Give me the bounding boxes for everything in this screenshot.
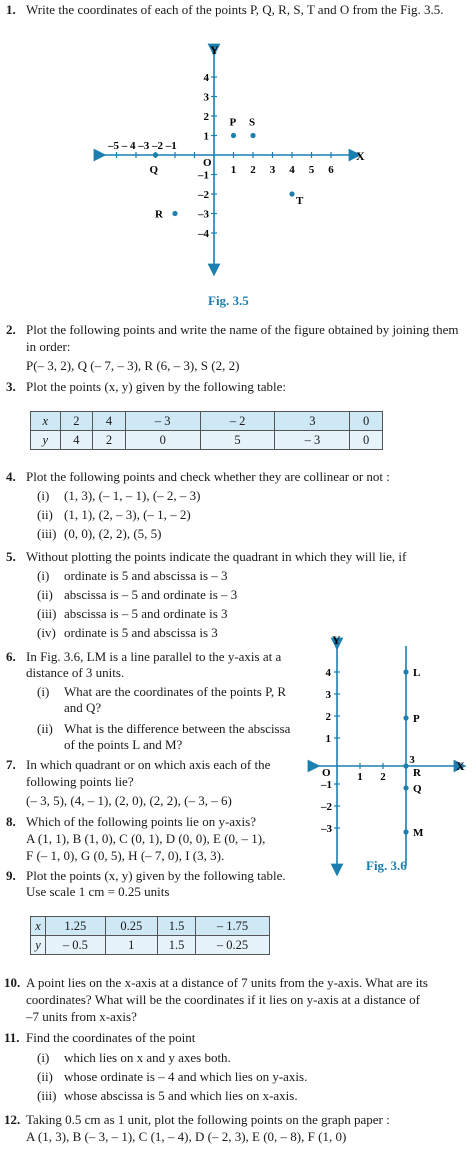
q11-item-num: (i) bbox=[37, 1050, 50, 1065]
x-tick-label: 3 bbox=[269, 164, 276, 176]
x-tick-label: 1 bbox=[230, 164, 237, 176]
point-l bbox=[403, 669, 408, 674]
point-s bbox=[250, 133, 255, 138]
q12-line1: Taking 0.5 cm as 1 unit, plot the following points on the graph paper : bbox=[26, 1112, 390, 1127]
point-t bbox=[289, 191, 294, 196]
q3-table-row-x-cell: – 2 bbox=[200, 412, 275, 431]
q7-line1: In which quadrant or on which axis each of the bbox=[26, 757, 271, 772]
q9-table-row-y-cell: 1.5 bbox=[158, 936, 196, 955]
y-axis-label: Y bbox=[210, 43, 219, 57]
q9-table-row-x-cell: 1.5 bbox=[158, 917, 196, 936]
q10-line2: coordinates? What will be the coordinates if it lies on y-axis at a distance of bbox=[26, 992, 420, 1007]
fig-3-6 bbox=[300, 630, 472, 880]
q9-table-row-x bbox=[31, 917, 270, 936]
q9-line1: Plot the points (x, y) given by the following table. bbox=[26, 868, 286, 883]
q9-table-row-y-cell: – 0.25 bbox=[196, 936, 270, 955]
fig-3-6-caption: Fig. 3.6 bbox=[366, 858, 407, 873]
q6-item-2-line2: of the points L and M? bbox=[64, 737, 183, 752]
q6-line2: distance of 3 units. bbox=[26, 665, 125, 680]
q8-line2: A (1, 1), B (1, 0), C (0, 1), D (0, 0), E (0, – 1), bbox=[26, 831, 266, 846]
point-label-r: R bbox=[155, 208, 163, 221]
y-tick-label: –3 bbox=[198, 208, 209, 221]
q9-table bbox=[30, 916, 270, 955]
q2-number: 2. bbox=[6, 322, 16, 337]
x-tick-label: 5 bbox=[308, 164, 315, 176]
q5-number: 5. bbox=[6, 549, 16, 564]
q6-item-1-num: (i) bbox=[37, 684, 50, 699]
q10-line1: A point lies on the x-axis at a distance of 7 units from the y-axis. What are its bbox=[26, 975, 428, 990]
q3-table-row-x-cell: 3 bbox=[275, 412, 350, 431]
q4-text: Plot the following points and check whether they are collinear or not : bbox=[26, 469, 390, 484]
point-label-p: P bbox=[413, 713, 420, 725]
q5-text: Without plotting the points indicate the quadrant in which they will lie, if bbox=[26, 549, 407, 564]
q11-item-num: (iii) bbox=[37, 1088, 57, 1103]
q3-number: 3. bbox=[6, 379, 16, 394]
y-tick-label: 3 bbox=[325, 689, 331, 701]
q3-table-row-x-cell: x bbox=[31, 412, 61, 431]
q9-table-row-y-cell: – 0.5 bbox=[46, 936, 106, 955]
q5-item-text: abscissa is – 5 and ordinate is 3 bbox=[64, 606, 228, 621]
fig-3-5 bbox=[80, 40, 380, 280]
q6-number: 6. bbox=[6, 649, 16, 664]
y-tick-label: –2 bbox=[198, 189, 209, 201]
q5-item-text: abscissa is – 5 and ordinate is – 3 bbox=[64, 587, 238, 602]
q9-table-row-y-cell: y bbox=[31, 936, 46, 955]
origin-label: O bbox=[203, 157, 212, 169]
point-p bbox=[403, 715, 408, 720]
q3-table-row-y-cell: – 3 bbox=[275, 431, 350, 450]
q4-item-num: (ii) bbox=[37, 507, 53, 522]
y-tick-label: 4 bbox=[325, 667, 331, 679]
q9-line2: Use scale 1 cm = 0.25 units bbox=[26, 884, 170, 899]
y-tick-label: –1 bbox=[321, 779, 332, 791]
q3-table-row-x bbox=[31, 412, 383, 431]
q9-table-row-x-cell: 0.25 bbox=[105, 917, 157, 936]
q9-table-row-x-cell: 1.25 bbox=[46, 917, 106, 936]
q7-line3: (– 3, 5), (4, – 1), (2, 0), (2, 2), (– 3, – 6) bbox=[26, 793, 232, 808]
q5-item-num: (i) bbox=[37, 568, 50, 583]
q8-number: 8. bbox=[6, 814, 16, 829]
q3-table-row-y-cell: 5 bbox=[200, 431, 275, 450]
point-r bbox=[403, 763, 408, 768]
q4-number: 4. bbox=[6, 469, 16, 484]
origin-label: O bbox=[322, 767, 331, 779]
y-tick-label: –3 bbox=[321, 823, 332, 835]
point-label-l: L bbox=[413, 667, 421, 679]
q7-line2: following points lie? bbox=[26, 774, 134, 789]
q11-text: Find the coordinates of the point bbox=[26, 1030, 196, 1045]
q2-line1: Plot the following points and write the name of the figure obtained by joining them bbox=[26, 322, 459, 337]
x-axis-label: X bbox=[356, 149, 365, 163]
q4-item-text: (1, 3), (– 1, – 1), (– 2, – 3) bbox=[64, 488, 201, 503]
q4-item-num: (i) bbox=[37, 488, 50, 503]
x-tick-label: 2 bbox=[380, 771, 386, 783]
q11-item-text: which lies on x and y axes both. bbox=[64, 1050, 231, 1065]
y-tick-label: 1 bbox=[325, 733, 331, 745]
y-tick-label: 2 bbox=[325, 711, 331, 723]
q5-item-num: (iii) bbox=[37, 606, 57, 621]
point-r bbox=[172, 211, 177, 216]
y-tick-label: 3 bbox=[203, 91, 209, 104]
q11-item-num: (ii) bbox=[37, 1069, 53, 1084]
x-neg-ticks: –5 – 4 –3 –2 –1 bbox=[108, 140, 177, 152]
q3-table-row-x-cell: 2 bbox=[60, 412, 93, 431]
point-label-m: M bbox=[413, 827, 424, 839]
q11-number: 11. bbox=[4, 1030, 20, 1045]
x-tick-label: 3 bbox=[409, 754, 415, 766]
q2-line2: in order: bbox=[26, 339, 71, 354]
q3-table-row-x-cell: 4 bbox=[93, 412, 126, 431]
q6-item-1-line1: What are the coordinates of the points P, R bbox=[64, 684, 287, 699]
q1-text: Write the coordinates of each of the points P, Q, R, S, T and O from the Fig. 3.5. bbox=[26, 2, 444, 17]
q11-item-text: whose abscissa is 5 and which lies on x-axis. bbox=[64, 1088, 298, 1103]
y-tick-label: 1 bbox=[203, 130, 209, 143]
y-axis-label: Y bbox=[332, 633, 341, 647]
q5-item-num: (ii) bbox=[37, 587, 53, 602]
q1-number: 1. bbox=[6, 2, 16, 17]
q3-table-row-y-cell: 4 bbox=[60, 431, 93, 450]
q5-item-text: ordinate is 5 and abscissa is – 3 bbox=[64, 568, 228, 583]
x-tick-label: 6 bbox=[328, 164, 334, 176]
q9-number: 9. bbox=[6, 868, 16, 883]
q10-number: 10. bbox=[4, 975, 21, 990]
q9-table-row-y-cell: 1 bbox=[105, 936, 157, 955]
point-label-s: S bbox=[249, 116, 256, 129]
point-label-q: Q bbox=[413, 783, 422, 795]
q3-table-row-x-cell: – 3 bbox=[125, 412, 200, 431]
y-tick-label: 2 bbox=[203, 111, 209, 123]
q4-item-text: (1, 1), (2, – 3), (– 1, – 2) bbox=[64, 507, 191, 522]
q3-table-row-y-cell: 0 bbox=[125, 431, 200, 450]
q3-table bbox=[30, 411, 383, 450]
q8-line1: Which of the following points lie on y-axis? bbox=[26, 814, 256, 829]
q12-number: 12. bbox=[4, 1112, 21, 1127]
q9-table-row-x-cell: x bbox=[31, 917, 46, 936]
y-tick-label: –4 bbox=[198, 228, 209, 240]
q12-line2: A (1, 3), B (– 3, – 1), C (1, – 4), D (– 2, 3), E (0, – 8), F (1, 0) bbox=[26, 1129, 347, 1144]
q3-table-row-x-cell: 0 bbox=[350, 412, 383, 431]
x-axis-label: X bbox=[456, 759, 465, 773]
q10-line3: –7 units from x-axis? bbox=[26, 1009, 137, 1024]
q11-item-text: whose ordinate is – 4 and which lies on y-axis. bbox=[64, 1069, 308, 1084]
x-tick-label: 2 bbox=[250, 164, 256, 176]
q5-item-text: ordinate is 5 and abscissa is 3 bbox=[64, 625, 218, 640]
q5-item-num: (iv) bbox=[37, 625, 56, 640]
point-label-q: Q bbox=[149, 164, 159, 176]
point-label-r: R bbox=[413, 767, 421, 779]
q6-item-1-line2: and Q? bbox=[64, 700, 102, 715]
fig-3-5-caption: Fig. 3.5 bbox=[208, 293, 249, 308]
q6-item-2-num: (ii) bbox=[37, 721, 53, 736]
q6-item-2-line1: What is the difference between the abscissa bbox=[64, 721, 291, 736]
q3-table-row-y-cell: 2 bbox=[93, 431, 126, 450]
x-tick-label: 4 bbox=[289, 164, 295, 176]
point-p bbox=[231, 133, 236, 138]
point-q bbox=[153, 152, 158, 157]
q3-table-row-y bbox=[31, 431, 383, 450]
q6-line1: In Fig. 3.6, LM is a line parallel to the y-axis at a bbox=[26, 649, 282, 664]
point-label-p: P bbox=[229, 116, 237, 129]
q9-table-row-x-cell: – 1.75 bbox=[196, 917, 270, 936]
point-label-t: T bbox=[296, 195, 304, 207]
q4-item-num: (iii) bbox=[37, 526, 57, 541]
x-tick-label: 1 bbox=[357, 771, 363, 783]
y-tick-label: –1 bbox=[198, 169, 209, 182]
q3-table-row-y-cell: 0 bbox=[350, 431, 383, 450]
q9-table-row-y bbox=[31, 936, 270, 955]
q7-number: 7. bbox=[6, 757, 16, 772]
q4-item-text: (0, 0), (2, 2), (5, 5) bbox=[64, 526, 162, 541]
q2-line3: P(– 3, 2), Q (– 7, – 3), R (6, – 3), S (2, 2) bbox=[26, 358, 240, 373]
q3-table-row-y-cell: y bbox=[31, 431, 61, 450]
y-tick-label: –2 bbox=[321, 801, 332, 813]
q8-line3: F (– 1, 0), G (0, 5), H (– 7, 0), I (3, 3). bbox=[26, 848, 225, 863]
point-m bbox=[403, 829, 408, 834]
y-tick-label: 4 bbox=[203, 72, 209, 84]
q3-text: Plot the points (x, y) given by the following table: bbox=[26, 379, 286, 394]
point-q bbox=[403, 785, 408, 790]
